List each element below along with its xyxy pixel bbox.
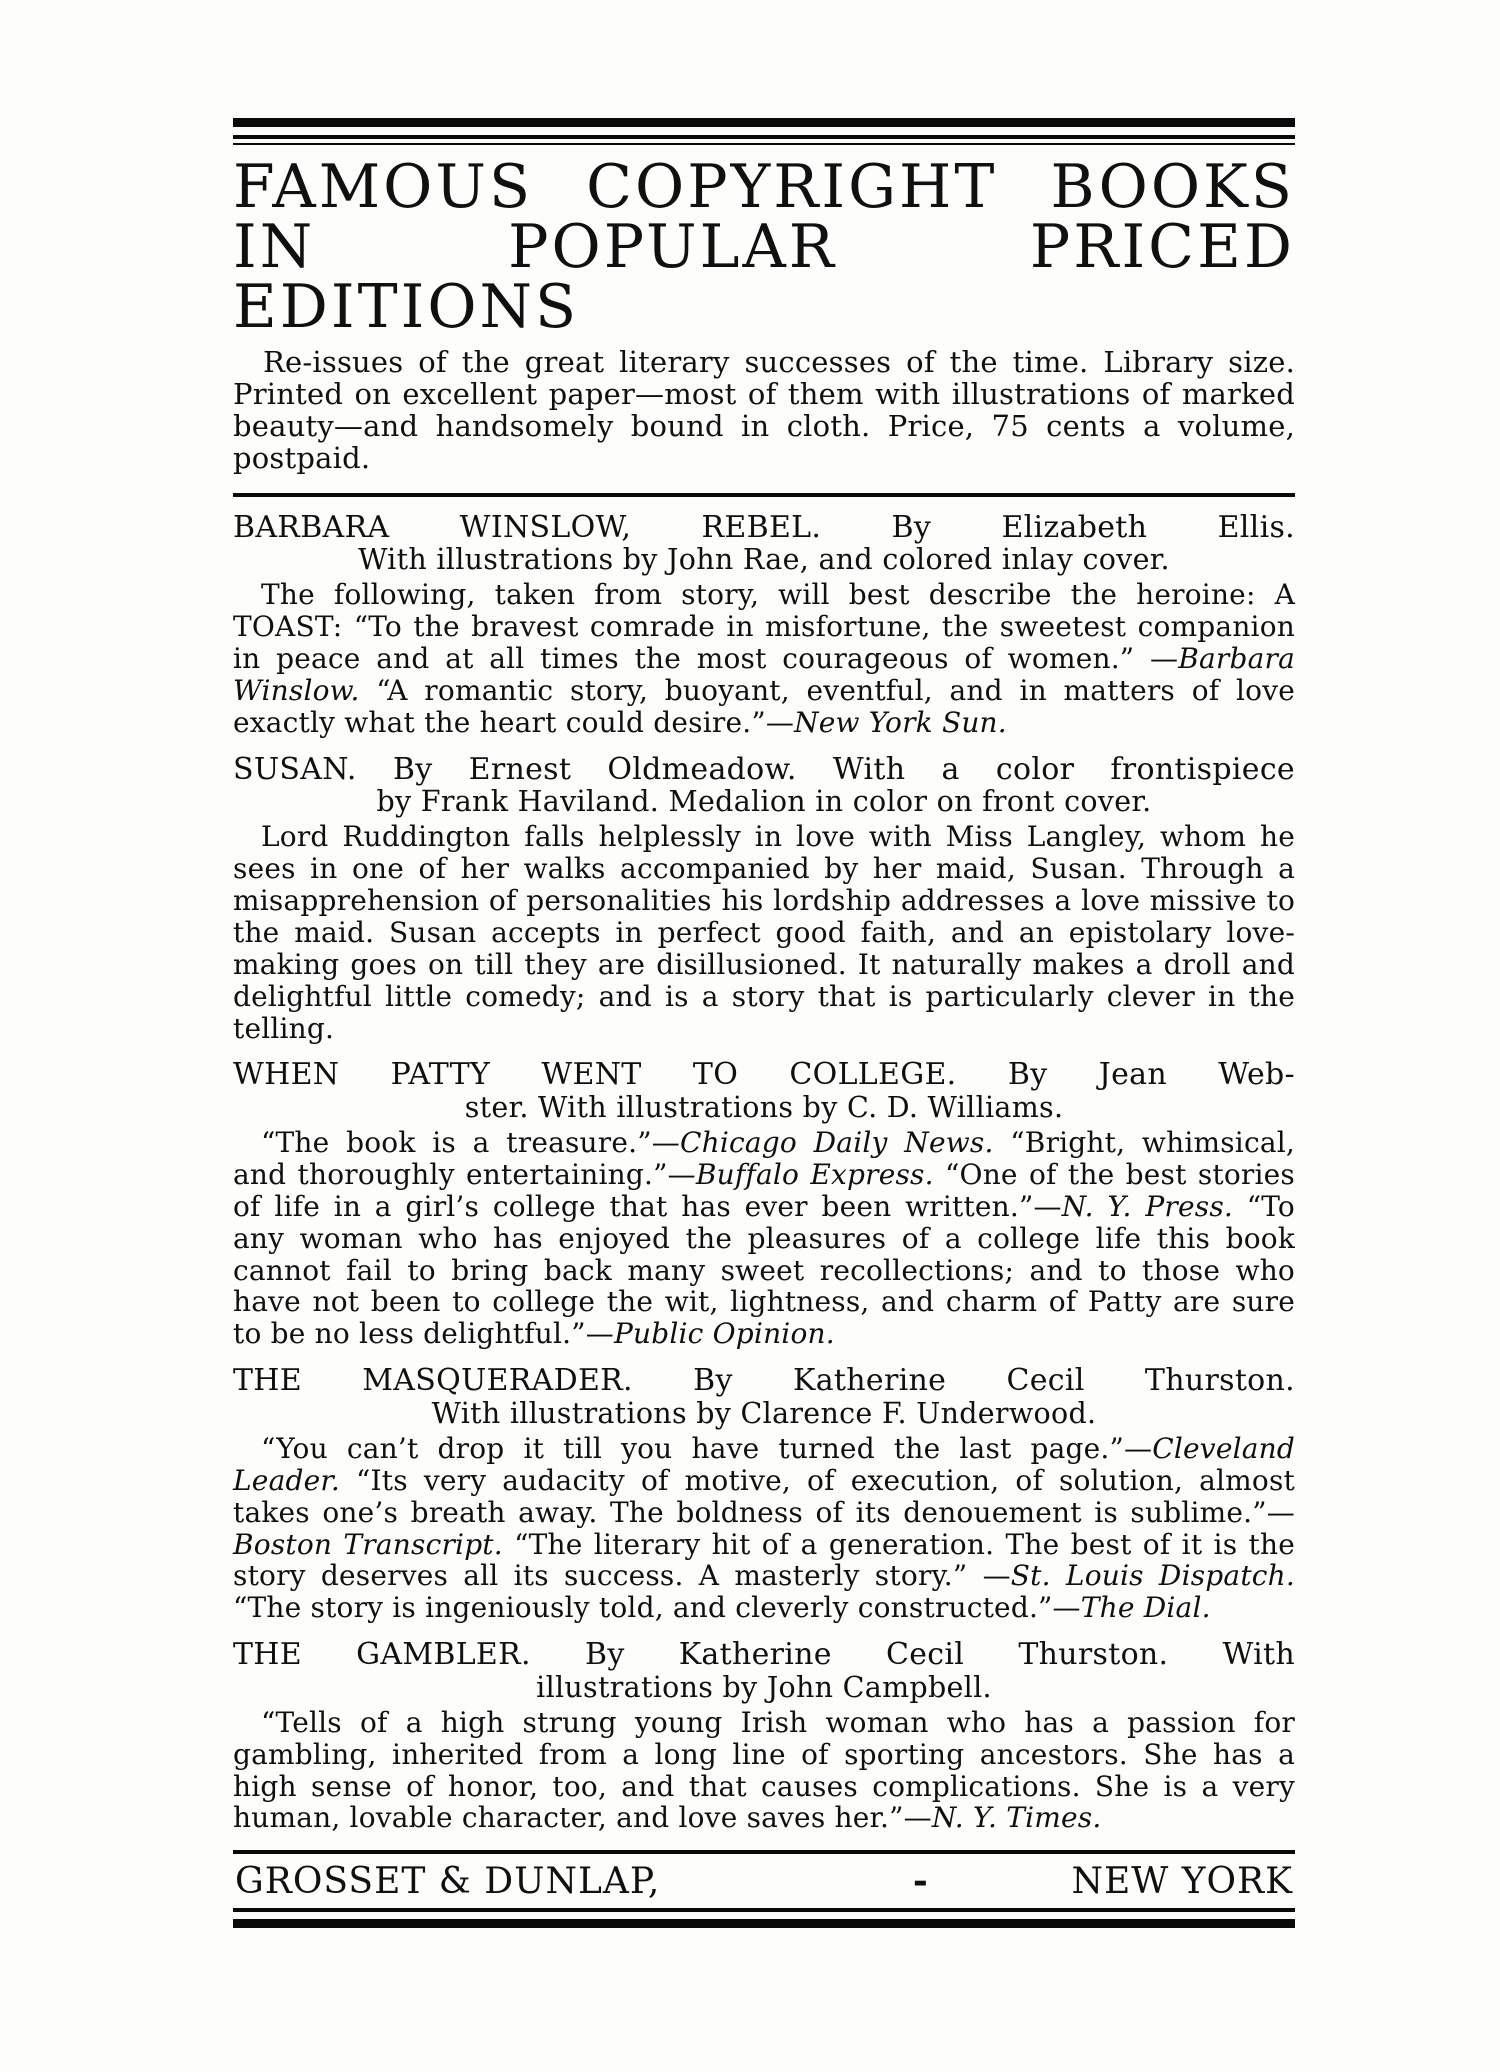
review-source: The Dial. bbox=[1080, 1591, 1211, 1625]
description-text: “To any woman who has enjoyed the pleasures of a college life this book cannot fail to bring back many sweet recollections; and to those who have not been to college the wit, lightness, and charm of Patty are sure to be no less delightful.”— bbox=[233, 1189, 1295, 1351]
book-listing-susan bbox=[233, 753, 1295, 1045]
top-rule-thin bbox=[233, 143, 1295, 145]
review-source: N. Y. Press. bbox=[1061, 1189, 1233, 1223]
description-text: “Bright, whimsical, and thoroughly entertaining.”— bbox=[233, 1125, 1295, 1191]
book-description bbox=[233, 1707, 1295, 1835]
bottom-border-rules bbox=[233, 1908, 1295, 1928]
description-text: “One of the best stories of life in a girl’s college that has ever been written.”— bbox=[233, 1157, 1295, 1223]
review-source: Chicago Daily News. bbox=[679, 1125, 994, 1159]
book-title-author: WHEN PATTY WENT TO COLLEGE. By Jean Web- bbox=[233, 1057, 1295, 1093]
publisher-city: NEW YORK bbox=[1071, 1861, 1293, 1903]
book-illustration-note: With illustrations by Clarence F. Underwood. bbox=[431, 1396, 1097, 1430]
book-listing-barbara-winslow bbox=[233, 511, 1295, 739]
review-source: St. Louis Dispatch. bbox=[1010, 1559, 1295, 1593]
review-source: New York Sun. bbox=[794, 705, 1007, 739]
description-text: “The book is a treasure.”— bbox=[261, 1125, 680, 1159]
top-rule-thick bbox=[233, 118, 1295, 127]
description-text: The following, taken from story, will best describe the heroine: A TOAST: “To the bravest comrade in misfortune, the sweetest companion in peace and at all times the most courageous of women.” — bbox=[233, 578, 1295, 675]
description-text: “The story is ingeniously told, and cleverly constructed.”— bbox=[233, 1591, 1081, 1625]
description-text: “The literary hit of a generation. The best of it is the story deserves all its success. A masterly story.” — bbox=[233, 1527, 1295, 1593]
top-border-rules bbox=[233, 118, 1295, 145]
catalog-title-line2: IN POPULAR PRICED EDITIONS bbox=[233, 212, 1295, 342]
book-illustration-note: illustrations by John Campbell. bbox=[536, 1670, 992, 1704]
publisher-imprint-line bbox=[233, 1854, 1295, 1907]
review-source: Public Opinion. bbox=[613, 1317, 835, 1351]
book-listing-the-masquerader bbox=[233, 1364, 1295, 1624]
book-illustration-note: ster. With illustrations by C. D. Williams. bbox=[464, 1091, 1064, 1125]
book-description bbox=[233, 579, 1295, 739]
bottom-rule-thick bbox=[233, 1919, 1295, 1928]
review-source: Barbara Winslow. bbox=[233, 641, 1295, 707]
review-source: Buffalo Express. bbox=[695, 1157, 934, 1191]
description-text: Lord Ruddington falls helplessly in love with Miss Langley, whom he sees in one of her walks accompanied by her maid, Susan. Through a misapprehension of personalities his lordship addresses a love missive to the maid. Susan accepts in perfect good faith, and an epistolary love-making goes on till they are disillusioned. It naturally makes a droll and delightful little comedy; and is a story that is particularly clever in the telling. bbox=[233, 820, 1295, 1045]
book-illustration-note: With illustrations by John Rae, and colored inlay cover. bbox=[358, 543, 1170, 577]
description-text: “Its very audacity of motive, of execution, of solution, almost takes one’s breath away. The boldness of its denouement is sublime.”— bbox=[233, 1463, 1295, 1529]
description-text: “A romantic story, buoyant, eventful, and in matters of love exactly what the heart could desire.”— bbox=[233, 673, 1295, 739]
book-title-author: SUSAN. By Ernest Oldmeadow. With a color frontispiece bbox=[233, 751, 1295, 787]
imprint-separator-dash: - bbox=[912, 1860, 929, 1903]
page-content bbox=[233, 118, 1295, 1928]
book-title-author: THE MASQUERADER. By Katherine Cecil Thurston. bbox=[233, 1363, 1295, 1399]
publisher-name: GROSSET & DUNLAP, bbox=[235, 1861, 661, 1903]
book-description bbox=[233, 821, 1295, 1044]
book-description bbox=[233, 1433, 1295, 1624]
book-title-author: THE GAMBLER. By Katherine Cecil Thurston. With bbox=[233, 1637, 1295, 1673]
review-source: N. Y. Times. bbox=[931, 1801, 1102, 1835]
section-divider-rule bbox=[233, 493, 1295, 497]
book-title-author: BARBARA WINSLOW, REBEL. By Elizabeth Ellis. bbox=[233, 509, 1295, 545]
review-source: Boston Transcript. bbox=[233, 1527, 503, 1561]
catalog-title bbox=[233, 152, 1295, 342]
description-text: “Tells of a high strung young Irish woman who has a passion for gambling, inherited from a long line of sporting ancestors. She has a high sense of honor, too, and that causes complications. She is a very human, lovable character, and love saves her.”— bbox=[233, 1705, 1295, 1835]
book-listing-when-patty-went-to-college bbox=[233, 1058, 1295, 1350]
catalog-intro-paragraph: Re-issues of the great literary successes of the time. Library size. Printed on excellent paper—most of them with illustrations of marked beauty—and handsomely bound in cloth. Price, 75 cents a volume, postpaid. bbox=[233, 345, 1295, 475]
book-illustration-note: by Frank Haviland. Medalion in color on front cover. bbox=[376, 785, 1152, 819]
catalog-title-line1: FAMOUS COPYRIGHT BOOKS bbox=[233, 152, 1295, 222]
review-source: Cleveland Leader. bbox=[233, 1431, 1295, 1497]
book-description bbox=[233, 1127, 1295, 1350]
book-listing-the-gambler bbox=[233, 1638, 1295, 1834]
description-text: “You can’t drop it till you have turned the last page.”— bbox=[261, 1431, 1153, 1465]
